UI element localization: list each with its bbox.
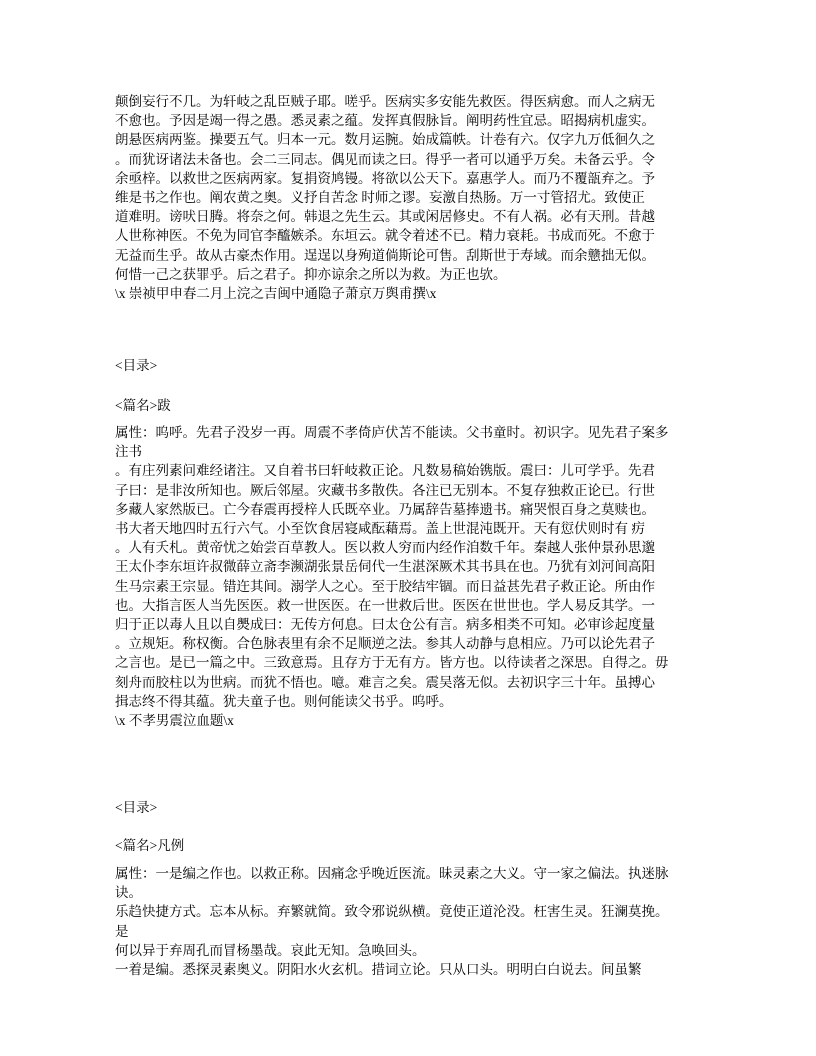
text-line: 维是书之作也。阐农黄之奥。义抒自苦念 时师之谬。妄激自热肠。万一寸管招尤。致使正 — [115, 190, 645, 206]
text-line: 之言也。是已一篇之中。三致意焉。且存方于无有方。皆方也。以待读者之深思。自得之。毋 — [115, 655, 669, 671]
text-line: 朗悬医病两鉴。操要五气。归本一元。数月运腕。始成篇帙。计卷有六。仅字九万低徊久之 — [115, 132, 655, 148]
text-line: 书大者天地四时五行六气。小至饮食居寝咸酝藉焉。盖上世混沌既开。天有愆伏则时有 疠 — [115, 521, 645, 537]
text-line: 。而犹讶诸法未备也。会二三同志。偶见而读之曰。得乎一者可以通乎万矣。未备云乎。令 — [115, 151, 655, 167]
toc-marker-2 — [115, 798, 715, 817]
section-title: <篇名>跋 — [115, 398, 171, 413]
text-line: 属性：呜呼。先君子没岁一再。周震不孝倚庐伏苫不能读。父书童时。初识字。见先君子案多 — [115, 425, 669, 440]
text-line: 诀。 — [115, 885, 142, 901]
section-title: <篇名>凡例 — [115, 838, 185, 853]
text-line: 。有庄列素问难经诸注。又自着书曰轩岐救正论。凡数易稿始镌版。震曰：儿可学乎。先君 — [115, 463, 655, 479]
text-line: 多藏人家然版已。亡今春震再授梓人氏既卒业。乃属辞告墓捧遗书。痛哭恨百身之莫赎也。 — [115, 501, 655, 517]
text-line: 生马宗素王宗显。错迕其间。溺学人之心。至于胶结牢锢。而日益甚先君子救正论。所由作 — [115, 578, 655, 594]
text-line: 乐趋快捷方式。忘本从标。弃繁就简。致令邪说纵横。竟使正道沦没。枉害生灵。狂澜莫挽。 — [115, 904, 669, 920]
text-line: 刻舟而胶柱以为世病。而犹不悟也。噫。难言之矣。震吴落无似。去初识字三十年。虽搏心 — [115, 674, 655, 690]
text-line: 子曰：是非汝所知也。厥后邻屋。灾藏书多散佚。各注已无别本。不复存独救正论已。行世 — [115, 482, 655, 498]
toc-label: <目录> — [115, 358, 158, 373]
text-line: 人世称神医。不免为同官李醯嫉杀。东垣云。就令着述不已。精力衰耗。书成而死。不愈于 — [115, 228, 655, 244]
text-line: 属性：一是编之作也。以救正称。因痛念乎晚近医流。昧灵素之大义。守一家之偏法。执迷脉 — [115, 866, 669, 881]
toc-label: <目录> — [115, 800, 158, 815]
son-signature: \x 不孝男震泣血题\x — [115, 713, 234, 729]
text-line: 是 — [115, 923, 129, 939]
section-title-postscript — [115, 396, 715, 415]
text-line: 道难明。谤吠日腾。将奈之何。韩退之先生云。其或闲居修史。不有人祸。必有天刑。昔越 — [115, 209, 655, 225]
text-line: 颠倒妄行不几。为轩岐之乱臣贼子耶。嗟乎。医病实多安能先救医。得医病愈。而人之病无 — [115, 94, 655, 109]
text-line: 。立规矩。称权衡。合色脉表里有余不足顺逆之法。参其人动静与息相应。乃可以论先君子 — [115, 636, 655, 652]
text-line: 余亟梓。以救世之医病两家。复捐资鸠镘。将欲以公天下。嘉惠学人。而乃不覆瓿弃之。予 — [115, 170, 655, 186]
text-line: 。人有夭札。黄帝忧之始尝百草教人。医以救人穷而内经作洎数千年。秦越人张仲景孙思邈 — [115, 540, 655, 556]
text-line: 也。大指言医人当先医医。救一世医医。在一世救后世。医医在世世也。学人易反其学。一 — [115, 597, 655, 613]
text-line: 不愈也。予因是竭一得之愚。悉灵素之蕴。发挥真假脉旨。阐明药性宜忌。昭揭病机虚实。 — [115, 113, 655, 129]
fanli-paragraph — [115, 864, 715, 979]
author-signature: \x 崇祯甲申春二月上浣之吉闽中通隐子萧京万舆甫撰\x — [115, 286, 437, 302]
postscript-paragraph — [115, 423, 715, 730]
preface-paragraph — [115, 92, 715, 303]
text-line: 无益而生乎。故从古豪杰作用。逞逞以身殉道倘斯论可售。刮斯世于寿域。而余戆拙无似。 — [115, 247, 655, 263]
section-title-fanli — [115, 836, 715, 855]
text-line: 一着是编。悉探灵素奥义。阴阳水火玄机。措词立论。只从口头。明明白白说去。间虽繁 — [115, 962, 642, 978]
text-line: 何以异于弃周孔而冒杨墨哉。哀此无知。急唤回头。 — [115, 942, 426, 958]
text-line: 王太仆李东垣许叔微薛立斋李濒湖张景岳伺代一生湛深厥术其书具在也。乃犹有刘河间高阳 — [115, 559, 655, 575]
text-line: 注书 — [115, 444, 142, 460]
text-line: 归于正以毒人且以自爂成曰：无传方何息。曰太仓公有言。病多相类不可知。必审诊起度量 — [115, 617, 655, 633]
text-line: 何惜一己之获罪乎。后之君子。抑亦谅余之所以为救。为正也欤。 — [115, 266, 507, 282]
toc-marker-1 — [115, 356, 715, 375]
text-line: 揖志终不得其蕴。犹夫童子也。则何能读父书乎。呜呼。 — [115, 693, 453, 709]
